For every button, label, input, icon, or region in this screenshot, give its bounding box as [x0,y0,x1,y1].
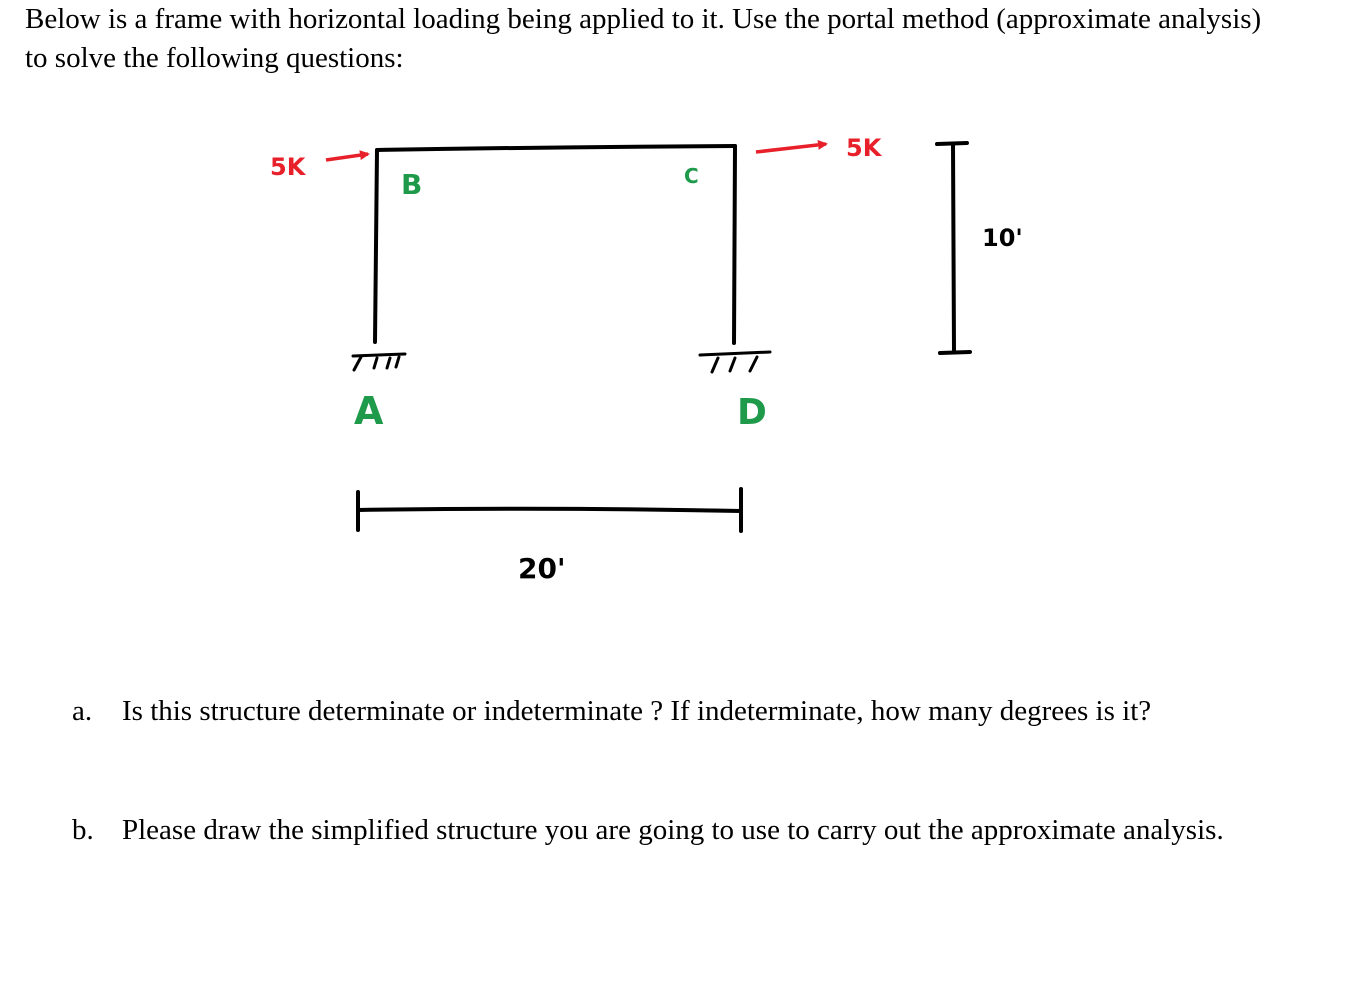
support-d [700,352,770,372]
intro-text: Below is a frame with horizontal loading being applied to it. Use the portal method (approximate analysis) to solve the following questions: [25,3,1262,74]
question-b-marker: b. [72,814,94,846]
height-dimension [937,143,970,353]
column-ab [375,150,377,342]
node-label-b: B [401,168,423,201]
span-label: 20' [518,552,566,585]
question-b [72,810,1272,850]
column-cd [734,146,735,343]
node-label-d: D [737,392,767,433]
question-a [72,691,1272,731]
question-a-text: Is this structure determinate or indeterminate ? If indeterminate, how many degrees is it? [122,695,1152,727]
node-label-c: C [684,164,699,188]
question-a-marker: a. [72,695,93,727]
span-dimension [358,489,741,531]
load-label-left: 5K [270,153,306,181]
node-label-a: A [354,389,384,433]
support-a [353,354,405,370]
load-arrow-right [756,144,826,152]
load-label-right: 5K [846,134,882,162]
height-label: 10' [982,224,1023,252]
load-arrow-left [326,154,368,160]
question-b-text: Please draw the simplified structure you are going to use to carry out the approximate analysis. [122,814,1224,846]
beam-bc [377,146,735,150]
